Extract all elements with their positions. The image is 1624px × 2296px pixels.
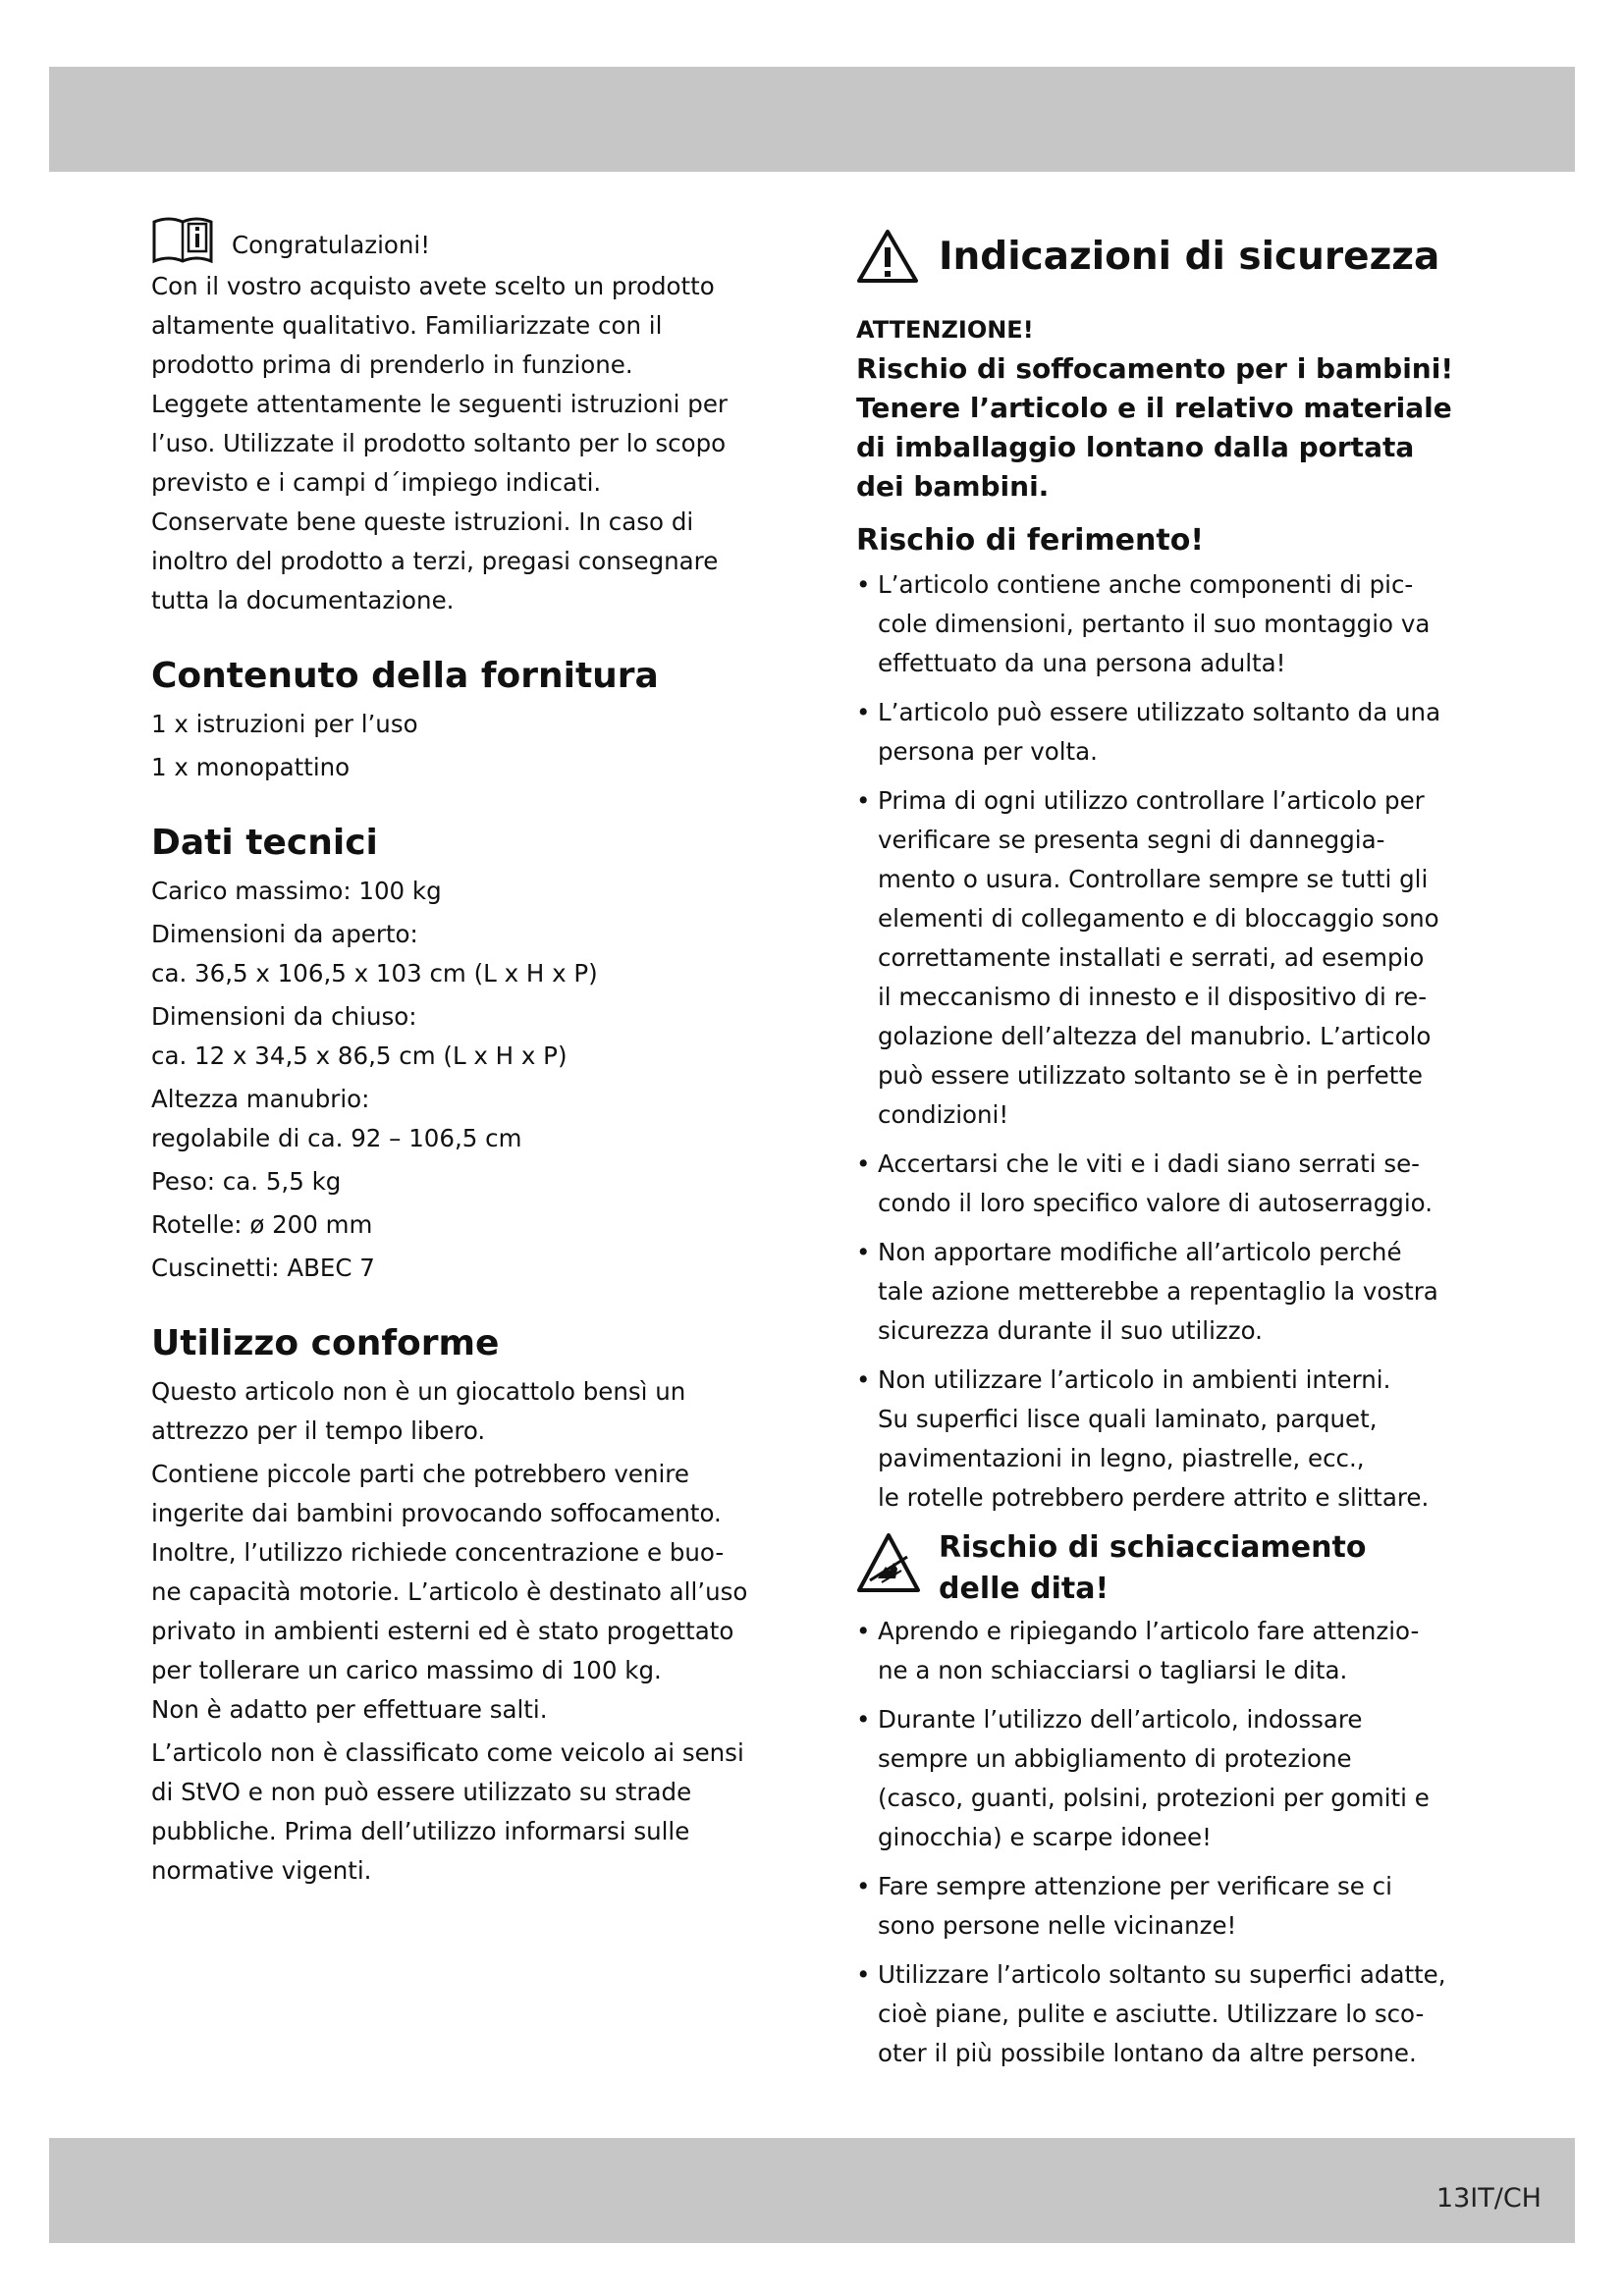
- intro-line: Leggete attentamente le seguenti istruzioni per: [151, 390, 728, 418]
- list-item: [856, 1233, 1485, 1351]
- bullet-line: • Fare sempre attenzione per verificare se ci: [878, 1872, 1392, 1900]
- spec-line: regolabile di ca. 92 – 106,5 cm: [151, 1124, 522, 1152]
- spec-line: Carico massimo: 100 kg: [151, 877, 442, 905]
- warning-triangle-icon: [856, 228, 919, 285]
- intro-line: Con il vostro acquisto avete scelto un prodotto: [151, 272, 715, 300]
- bullet-line: pavimentazioni in legno, piastrelle, ecc.,: [878, 1444, 1365, 1472]
- bullet-line: le rotelle potrebbero perdere attrito e slittare.: [878, 1483, 1430, 1512]
- hand-crush-warning-icon: [856, 1531, 921, 1596]
- spec-line: Altezza manubrio:: [151, 1085, 370, 1113]
- bullet-line: persona per volta.: [878, 737, 1098, 766]
- attention-label: ATTENZIONE!: [856, 316, 1034, 344]
- bullet-line: • Non apportare modifiche all’articolo perché: [878, 1238, 1402, 1266]
- footer-band: [49, 2138, 1575, 2243]
- intro-line: inoltro del prodotto a terzi, pregasi consegnare: [151, 547, 719, 575]
- tech-heading: Dati tecnici: [151, 823, 378, 863]
- spec-line: ca. 12 x 34,5 x 86,5 cm (L x H x P): [151, 1041, 568, 1070]
- bullet-line: sono persone nelle vicinanze!: [878, 1911, 1237, 1940]
- contents-item: 1 x istruzioni per l’uso: [151, 710, 418, 738]
- list-item: [856, 565, 1485, 683]
- bullet-line: • Accertarsi che le viti e i dadi siano serrati se-: [878, 1149, 1421, 1178]
- use-line: per tollerare un carico massimo di 100 kg.: [151, 1656, 662, 1684]
- crush-header: [856, 1527, 1485, 1610]
- bullet-line: • Non utilizzare l’articolo in ambienti interni.: [878, 1365, 1391, 1394]
- bullet-line: può essere utilizzato soltanto se è in perfette: [878, 1061, 1423, 1090]
- bullet-line: (casco, guanti, polsini, protezioni per gomiti e: [878, 1784, 1430, 1812]
- bullet-line: verificare se presenta segni di danneggia-: [878, 826, 1385, 854]
- bullet-line: effettuato da una persona adulta!: [878, 649, 1286, 677]
- use-line: ingerite dai bambini provocando soffocamento.: [151, 1499, 722, 1527]
- bullet-line: ginocchia) e scarpe idonee!: [878, 1823, 1212, 1851]
- intro-title: Congratulazioni!: [232, 231, 431, 259]
- bullet-line: • L’articolo contiene anche componenti di pic-: [878, 570, 1414, 599]
- bullet-line: oter il più possibile lontano da altre persone.: [878, 2039, 1417, 2067]
- bullet-line: correttamente installati e serrati, ad esempio: [878, 943, 1425, 972]
- page-number: 13IT/CH: [1435, 2183, 1542, 2214]
- choking-warning-line: Tenere l’articolo e il relativo materiale: [856, 392, 1452, 424]
- list-item: [856, 1955, 1485, 2073]
- list-item: [856, 1867, 1485, 1946]
- choking-warning-line: Rischio di soffocamento per i bambini!: [856, 352, 1454, 385]
- crush-list: [856, 1612, 1485, 2073]
- bullet-line: • Prima di ogni utilizzo controllare l’articolo per: [878, 786, 1425, 815]
- use-line: Non è adatto per effettuare salti.: [151, 1695, 548, 1724]
- intro-line: l’uso. Utilizzate il prodotto soltanto per lo scopo: [151, 429, 727, 457]
- list-item: [856, 1700, 1485, 1857]
- bullet-line: • Utilizzare l’articolo soltanto su superfici adatte,: [878, 1960, 1446, 1989]
- bullet-line: sicurezza durante il suo utilizzo.: [878, 1316, 1263, 1345]
- use-line: Inoltre, l’utilizzo richiede concentrazione e buo-: [151, 1538, 725, 1567]
- list-item: [856, 693, 1485, 772]
- bullet-line: • Aprendo e ripiegando l’articolo fare attenzio-: [878, 1617, 1420, 1645]
- use-heading: Utilizzo conforme: [151, 1323, 500, 1363]
- list-item: [856, 1361, 1485, 1518]
- safety-header: [856, 222, 1485, 291]
- bullet-line: tale azione metterebbe a repentaglio la vostra: [878, 1277, 1438, 1306]
- bullet-line: Su superfici lisce quali laminato, parquet,: [878, 1405, 1378, 1433]
- bullet-line: il meccanismo di innesto e il dispositivo di re-: [878, 983, 1428, 1011]
- spec-line: Dimensioni da aperto:: [151, 920, 418, 948]
- contents-item: 1 x monopattino: [151, 753, 351, 781]
- left-column: [151, 214, 780, 1891]
- bullet-line: cole dimensioni, pertanto il suo montaggio va: [878, 610, 1431, 638]
- spec-line: Rotelle: ø 200 mm: [151, 1210, 373, 1239]
- crush-heading-line: Rischio di schiacciamento: [939, 1530, 1367, 1565]
- injury-heading: Rischio di ferimento!: [856, 523, 1204, 558]
- manual-info-icon: [151, 214, 214, 265]
- use-line: ne capacità motorie. L’articolo è destinato all’uso: [151, 1577, 748, 1606]
- intro-header: [151, 214, 780, 265]
- bullet-line: sempre un abbigliamento di protezione: [878, 1744, 1352, 1773]
- bullet-line: condo il loro specifico valore di autoserraggio.: [878, 1189, 1433, 1217]
- intro-line: prodotto prima di prenderlo in funzione.: [151, 350, 633, 379]
- use-line: Contiene piccole parti che potrebbero venire: [151, 1460, 689, 1488]
- use-line: di StVO e non può essere utilizzato su strade: [151, 1778, 692, 1806]
- intro-line: altamente qualitativo. Familiarizzate con il: [151, 311, 663, 340]
- header-band: [49, 67, 1575, 172]
- bullet-line: golazione dell’altezza del manubrio. L’articolo: [878, 1022, 1432, 1050]
- bullet-line: condizioni!: [878, 1100, 1009, 1129]
- choking-warning-line: di imballaggio lontano dalla portata: [856, 431, 1415, 463]
- use-line: privato in ambienti esterni ed è stato progettato: [151, 1617, 734, 1645]
- list-item: [856, 781, 1485, 1135]
- crush-heading-line: delle dita!: [939, 1572, 1110, 1606]
- spec-line: Dimensioni da chiuso:: [151, 1002, 417, 1031]
- use-line: normative vigenti.: [151, 1856, 372, 1885]
- intro-line: tutta la documentazione.: [151, 586, 455, 614]
- use-line: attrezzo per il tempo libero.: [151, 1416, 486, 1445]
- safety-heading: Indicazioni di sicurezza: [939, 234, 1440, 279]
- choking-warning-line: dei bambini.: [856, 470, 1050, 503]
- crush-heading: [939, 1527, 1410, 1610]
- right-column: [856, 214, 1485, 2083]
- intro-line: Conservate bene queste istruzioni. In caso di: [151, 507, 694, 536]
- bullet-line: • L’articolo può essere utilizzato soltanto da una: [878, 698, 1441, 726]
- bullet-line: ne a non schiacciarsi o tagliarsi le dita.: [878, 1656, 1348, 1684]
- spec-line: ca. 36,5 x 106,5 x 103 cm (L x H x P): [151, 959, 598, 988]
- use-line: pubbliche. Prima dell’utilizzo informarsi sulle: [151, 1817, 690, 1845]
- list-item: [856, 1145, 1485, 1223]
- use-line: L’articolo non è classificato come veicolo ai sensi: [151, 1738, 744, 1767]
- injury-list: [856, 565, 1485, 1518]
- bullet-line: • Durante l’utilizzo dell’articolo, indossare: [878, 1705, 1363, 1734]
- use-line: Questo articolo non è un giocattolo bensì un: [151, 1377, 686, 1406]
- spec-line: Cuscinetti: ABEC 7: [151, 1254, 375, 1282]
- bullet-line: elementi di collegamento e di bloccaggio sono: [878, 904, 1439, 933]
- intro-line: previsto e i campi d´impiego indicati.: [151, 468, 602, 497]
- contents-heading: Contenuto della fornitura: [151, 656, 659, 696]
- bullet-line: mento o usura. Controllare sempre se tutti gli: [878, 865, 1429, 893]
- list-item: [856, 1612, 1485, 1690]
- bullet-line: cioè piane, pulite e asciutte. Utilizzare lo sco-: [878, 2000, 1425, 2028]
- spec-line: Peso: ca. 5,5 kg: [151, 1167, 342, 1196]
